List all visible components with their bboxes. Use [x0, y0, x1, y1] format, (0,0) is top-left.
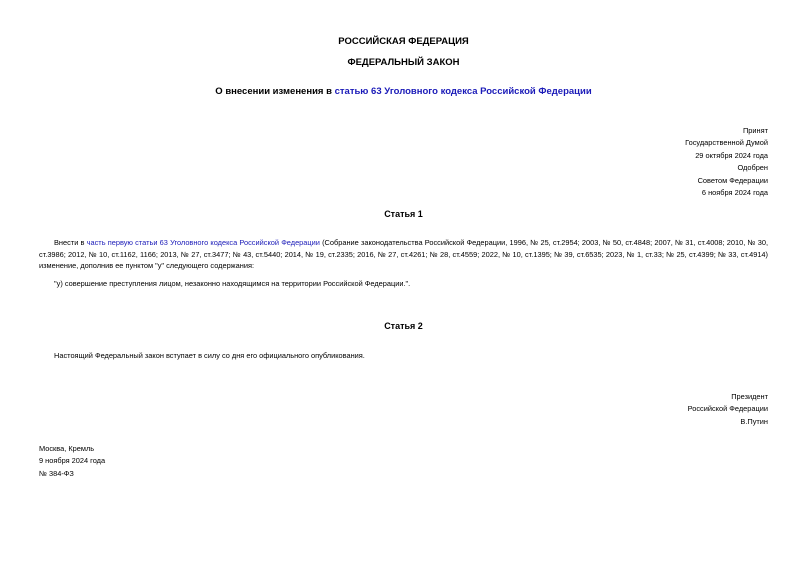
signature-office: Российской Федерации	[687, 404, 768, 414]
law-title-prefix: О внесении изменения в	[215, 86, 335, 97]
article-1-rest: (Собрание законодательства Российской Федерации, 1996, № 25, ст.2954; 2003, № 50, ст.4848; 2007, № 31, ст.4008; 2010, № 30, ст.3986; 2012, № 10, ст.1162, 1166; 2013, № 27, ст.3477; № 43, ст.5440; 2014, № 19, ст.2335; 2016, № 27, ст.4261; № 28, ст.4559; 2022, № 10, ст.1395; № 39, ст.6535; 2023, № 1, ст.33; № 25, ст.4399; № 33, ст.4914) изменение, дополнив ее пунктом "у" следующего содержания:	[39, 238, 768, 271]
signature-title: Президент	[731, 392, 768, 401]
article-1-paragraph-2: "у) совершение преступления лицом, незаконно находящимся на территории Российской Федерации.".	[54, 279, 411, 288]
signing-place: Москва, Кремль	[39, 444, 95, 453]
law-number: № 384-ФЗ	[39, 468, 74, 478]
adoption-line-1: Принят	[742, 126, 768, 135]
article-1-heading: Статья 1	[384, 209, 423, 219]
article-2-paragraph-1: Настоящий Федеральный закон вступает в силу со дня его официального опубликования.	[54, 351, 365, 360]
adoption-line-5: Советом Федерации	[697, 175, 768, 185]
article-1-link[interactable]: часть первую статьи 63 Уголовного кодекса Российской Федерации	[86, 238, 320, 247]
adoption-block	[685, 125, 768, 199]
signature-block	[688, 391, 768, 428]
law-title	[39, 86, 768, 97]
signature-name: В.Путин	[740, 416, 768, 426]
law-document	[39, 0, 768, 571]
signing-details	[39, 443, 105, 480]
country-heading: РОССИЙСКАЯ ФЕДЕРАЦИЯ	[338, 36, 469, 47]
document-type-heading: ФЕДЕРАЛЬНЫЙ ЗАКОН	[347, 57, 460, 68]
signing-date: 9 ноября 2024 года	[39, 456, 106, 466]
adoption-line-3: 29 октября 2024 года	[695, 150, 768, 160]
article-1-prefix: Внести в	[54, 238, 87, 247]
article-1-paragraph-1	[39, 237, 768, 272]
article-2-heading: Статья 2	[384, 321, 423, 331]
adoption-line-6: 6 ноября 2024 года	[701, 188, 768, 198]
law-title-link[interactable]: статью 63 Уголовного кодекса Российской Федерации	[334, 86, 592, 97]
adoption-line-4: Одобрен	[737, 163, 768, 173]
adoption-line-2: Государственной Думой	[685, 138, 768, 148]
